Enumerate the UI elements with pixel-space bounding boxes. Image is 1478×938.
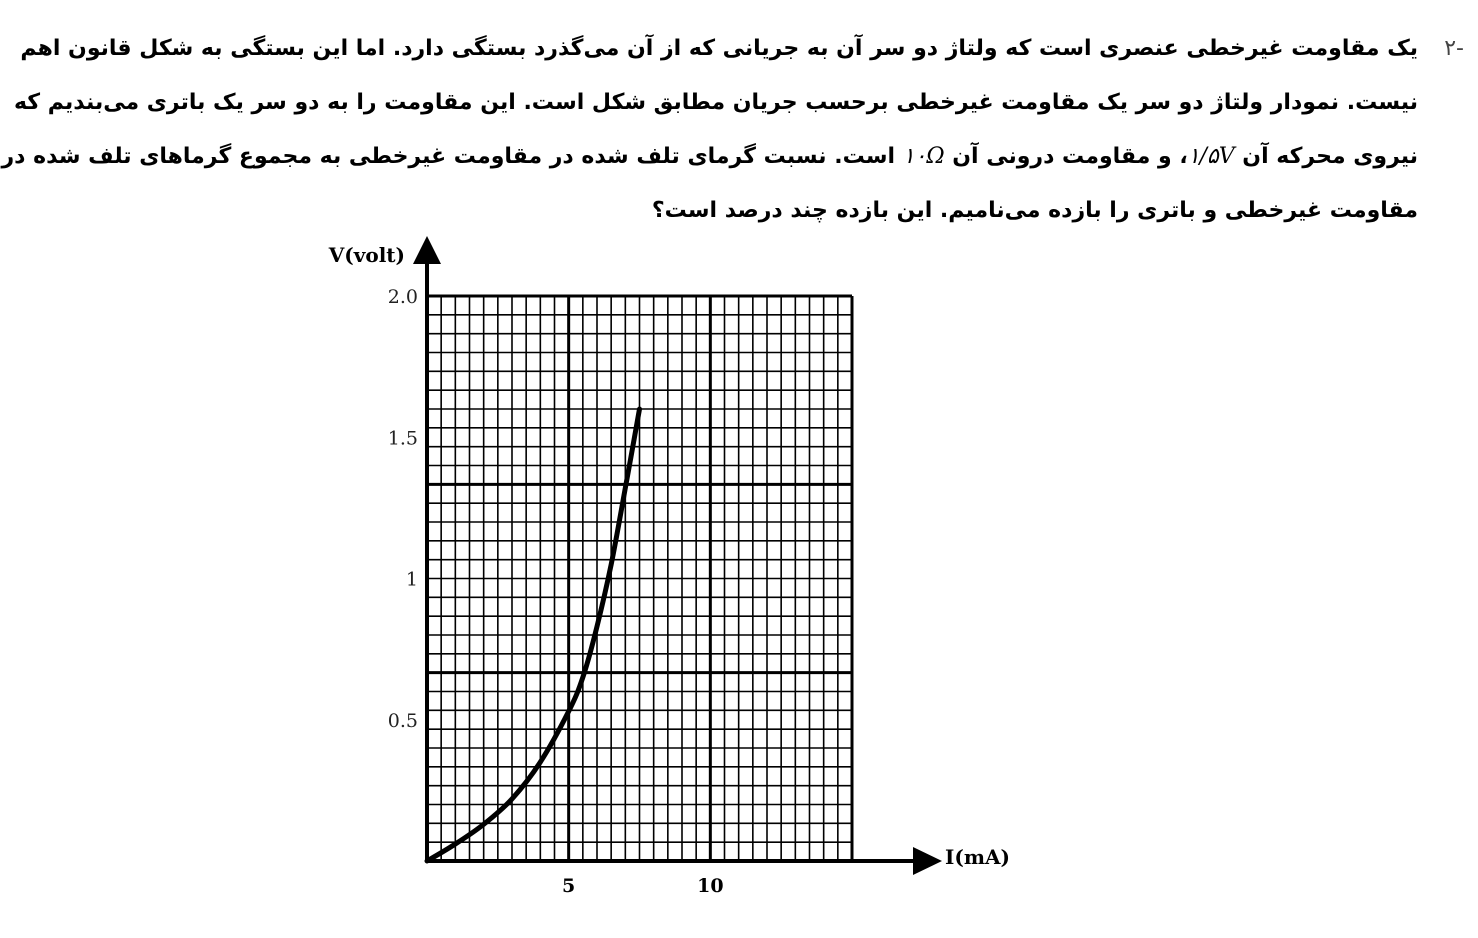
problem-line-1: یک مقاومت غیرخطی عنصری است که ولتاژ دو سر آن به جریانی که از آن می‌گذرد بستگی دارد. اما این بستگی به شکل قانون اهم [20,36,1418,61]
resistance-label: ، و مقاومت درونی آن [952,144,1188,169]
y-axis-arrow-icon [413,236,441,264]
y-axis-title: V(volt) [328,243,405,267]
grid [427,296,852,861]
x-tick-label: 5 [562,875,576,897]
y-tick-labels [388,286,418,732]
emf-value: ۱/۵V [1187,144,1235,169]
x-tick-label: 10 [697,875,724,897]
emf-label: نیروی محرکه آن [1242,144,1418,169]
x-tick-labels [562,875,724,897]
y-tick-label: 2.0 [387,286,418,308]
y-tick-label: 1 [405,568,418,591]
y-tick-label: 1.5 [387,427,418,450]
ratio-sentence: است. نسبت گرمای تلف شده در مقاومت غیرخطی به مجموع گرماهای تلف شده در [1,144,896,169]
x-axis-title: I(mA) [945,845,1010,869]
problem-number: ۲- [1444,36,1464,61]
x-axis-arrow-icon [913,847,942,875]
problem-line-4: مقاومت غیرخطی و باتری را بازده می‌نامیم. این بازده چند درصد است؟ [651,198,1418,223]
internal-resistance-value: ۱۰Ω [902,144,945,169]
y-tick-label: 0.5 [387,709,418,732]
problem-line-2: نیست. نمودار ولتاژ دو سر یک مقاومت غیرخطی برحسب جریان مطابق شکل است. این مقاومت را به دو سر یک باتری می‌بندیم که [13,90,1418,115]
axes [413,236,942,875]
